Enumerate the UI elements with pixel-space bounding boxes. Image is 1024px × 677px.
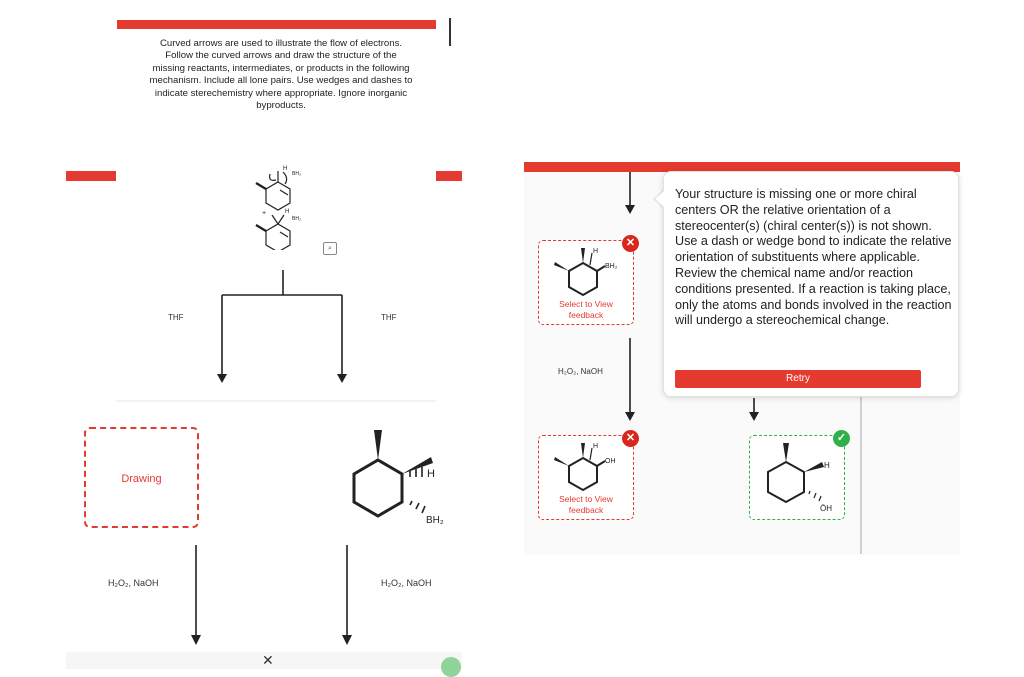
- mol-label-bh2: BH₂: [426, 515, 444, 526]
- answer-card-correct[interactable]: [749, 435, 845, 520]
- solvent-label-right: THF: [381, 313, 397, 322]
- mol-label-oh: ÖH: [820, 504, 832, 513]
- mol-label-bh2: BH₂: [292, 216, 301, 222]
- mol-label-bh2: BH₂: [605, 263, 618, 270]
- instructions-line: Curved arrows are used to illustrate the flow of electrons.: [159, 38, 403, 49]
- tooltip-pointer-fill: [655, 190, 665, 208]
- view-feedback-link[interactable]: [539, 299, 633, 321]
- branch-arrows: [210, 270, 360, 388]
- close-icon[interactable]: ✕: [262, 652, 274, 668]
- divider-line: [449, 18, 451, 46]
- view-feedback-link[interactable]: [539, 494, 633, 516]
- panel-divider: [116, 400, 436, 402]
- mol-label-oh: OH: [605, 458, 616, 465]
- card-structure: [549, 243, 629, 301]
- oxidation-arrows: [185, 545, 355, 651]
- link-text: feedback: [568, 310, 604, 320]
- instructions-line: indicate sterechemistry where appropriate. Ignore inorganic: [154, 87, 408, 99]
- reagent-label-left: H₂O₂, NaOH: [108, 578, 159, 588]
- status-dot-icon: [441, 657, 461, 677]
- answer-card-alcohol[interactable]: [538, 435, 634, 520]
- mol-label-bh3: BH₃: [292, 171, 301, 177]
- mol-label-plus: +: [262, 210, 267, 217]
- instructions-header-bar: [117, 20, 436, 29]
- reagent-label-right: H₂O₂, NaOH: [381, 578, 432, 588]
- mol-label-h: H: [427, 468, 435, 480]
- instructions-text: [130, 38, 432, 112]
- mol-label-h: H: [593, 443, 599, 450]
- drawing-area[interactable]: [84, 427, 199, 528]
- reagent-label: H₂O₂, NaOH: [558, 367, 603, 376]
- correct-badge-icon: ✓: [833, 430, 850, 447]
- link-text: Select to View: [559, 299, 613, 309]
- instructions-line: byproducts.: [256, 100, 306, 112]
- drawing-label: Drawing: [121, 473, 162, 485]
- mol-label-h: H: [285, 209, 290, 215]
- retry-button[interactable]: Retry: [675, 370, 921, 388]
- right-panel-border: [860, 396, 862, 554]
- instructions-line: Follow the curved arrows and draw the structure of the: [165, 50, 397, 62]
- card-structure: [758, 438, 842, 518]
- mol-label-h: H: [824, 461, 830, 470]
- organoborane-structure: [340, 425, 455, 530]
- link-text: Select to View: [559, 494, 613, 504]
- error-badge-icon: ✕: [622, 235, 639, 252]
- left-panel-bar-left: [66, 171, 116, 181]
- feedback-tooltip: [663, 171, 959, 397]
- card-structure: [549, 438, 629, 496]
- link-text: feedback: [568, 505, 604, 515]
- answer-card-organoborane[interactable]: [538, 240, 634, 325]
- instructions-line: mechanism. Include all lone pairs. Use wedges and dashes to: [149, 75, 413, 87]
- error-badge-icon: ✕: [622, 430, 639, 447]
- instructions-line: missing reactants, intermediates, or products in the following: [152, 62, 410, 74]
- zoom-icon[interactable]: ⌕: [323, 242, 337, 255]
- reactant-mechanism-structure: [250, 160, 310, 250]
- solvent-label-left: THF: [168, 313, 184, 322]
- feedback-message: Your structure is missing one or more chiral centers OR the relative orientation of a stereocenter(s) (chiral center(s)) is not shown. Use a dash or wedge bond to indicate the relative orientation of substituents where applicable. Review the chemical name and/or reaction conditions presented. If a reaction is taking place, only the atoms and bonds involved in the reaction will undergo a stereochemical change.: [675, 187, 952, 328]
- mol-label-h: H: [283, 166, 288, 172]
- left-panel-bar-right: [436, 171, 462, 181]
- mol-label-h: H: [593, 248, 599, 255]
